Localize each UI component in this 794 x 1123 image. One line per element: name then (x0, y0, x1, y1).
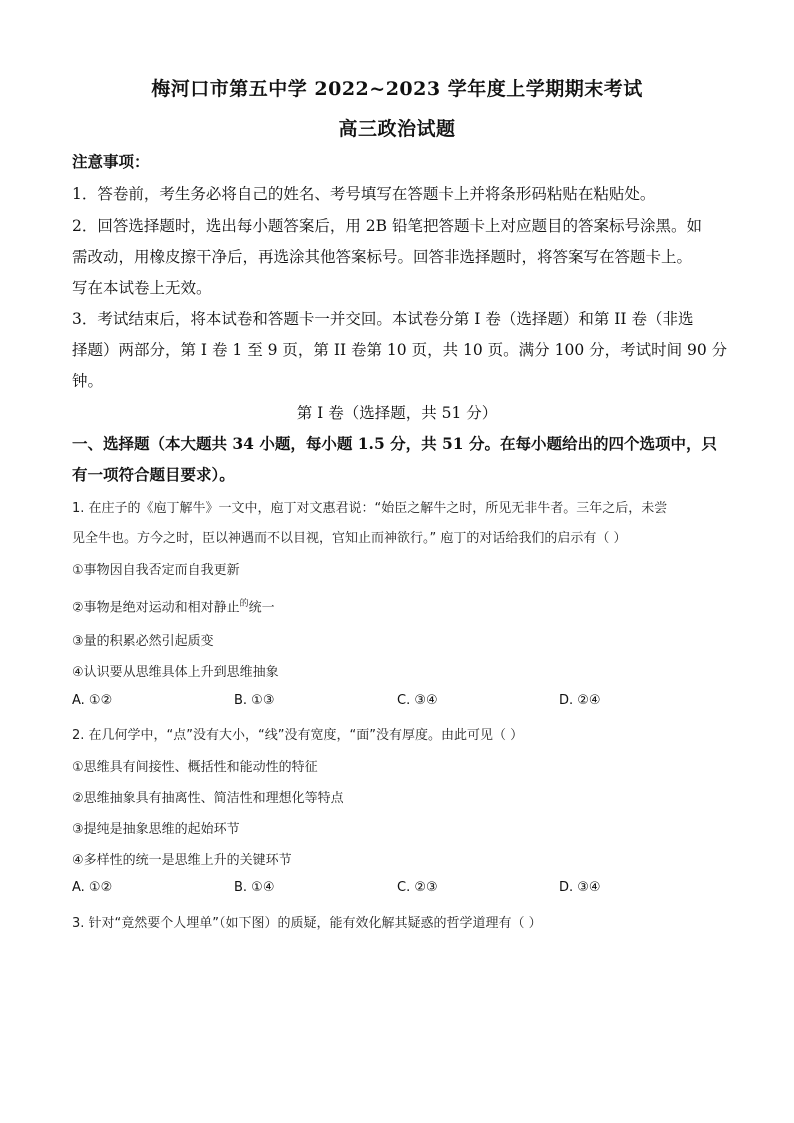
exam-subtitle: 高三政治试题 (338, 118, 456, 140)
question-1-statement-4: ④认识要从思维具体上升到思维抽象 (72, 665, 279, 680)
notice-item-2-line-1: 2．回答选择题时，选出每小题答案后，用 2B 铅笔把答题卡上对应题目的答案标号涂黑。如 (72, 217, 702, 235)
question-2-stem: 2. 在几何学中，“点”没有大小，“线”没有宽度，“面”没有厚度。由此可见（ ） (72, 728, 524, 743)
question-1-option-b: B. ①③ (234, 693, 275, 708)
question-1-option-d: D. ②④ (559, 693, 601, 708)
question-2-option-b: B. ①④ (234, 880, 275, 895)
statement-2-superscript: 的 (239, 599, 249, 609)
section-instruction-line-1: 一、选择题（本大题共 34 小题，每小题 1.5 分，共 51 分。在每小题给出的四个选项中，只 (72, 434, 717, 453)
question-1-statement-2 (72, 596, 275, 615)
notice-item-2-line-2: 需改动，用橡皮擦干净后，再选涂其他答案标号。回答非选择题时，将答案写在答题卡上。 (72, 248, 693, 266)
notice-item-3-line-1: 3．考试结束后，将本试卷和答题卡一并交回。本试卷分第 I 卷（选择题）和第 II 卷（非选 (72, 310, 694, 328)
question-1-stem-line-1: 1. 在庄子的《庖丁解牛》一文中，庖丁对文惠君说：“始臣之解牛之时，所见无非牛者。三年之后，未尝 (72, 501, 668, 516)
question-1-statement-3: ③量的积累必然引起质变 (72, 634, 214, 649)
statement-2-text-end: 统一 (248, 600, 275, 616)
question-2-option-c: C. ②③ (397, 880, 438, 895)
question-1-stem-line-2: 见全牛也。方今之时，臣以神遇而不以目视，官知止而神欲行。” 庖丁的对话给我们的启示有（ ） (72, 531, 627, 546)
question-2-statement-4: ④多样性的统一是思维上升的关键环节 (72, 853, 292, 868)
question-2-statement-1: ①思维具有间接性、概括性和能动性的特征 (72, 760, 318, 775)
notice-item-3-line-3: 钟。 (72, 372, 104, 390)
question-2-statement-3: ③提纯是抽象思维的起始环节 (72, 822, 240, 837)
notice-heading: 注意事项： (72, 152, 150, 171)
question-3-stem: 3. 针对“竟然要个人埋单”（如下图）的质疑，能有效化解其疑惑的哲学道理有（ ） (72, 916, 542, 931)
part-1-heading: 第 I 卷（选择题，共 51 分） (296, 404, 498, 422)
question-1-option-c: C. ③④ (397, 693, 438, 708)
question-1-option-a: A. ①② (72, 693, 113, 708)
statement-2-text: ②事物是绝对运动和相对静止 (72, 600, 240, 616)
section-instruction-line-2: 有一项符合题目要求）。 (72, 465, 235, 484)
question-2-option-d: D. ③④ (559, 880, 601, 895)
question-2-option-a: A. ①② (72, 880, 113, 895)
notice-item-1: 1．答卷前，考生务必将自己的姓名、考号填写在答题卡上并将条形码粘贴在粘贴处。 (72, 185, 656, 203)
notice-item-3-line-2: 择题）两部分，第 I 卷 1 至 9 页，第 II 卷第 10 页，共 10 页。满分 100 分，考试时间 90 分 (72, 341, 728, 359)
question-2-statement-2: ②思维抽象具有抽离性、简洁性和理想化等特点 (72, 791, 344, 806)
question-1-statement-1: ①事物因自我否定而自我更新 (72, 563, 240, 578)
notice-item-2-line-3: 写在本试卷上无效。 (72, 279, 212, 297)
exam-title: 梅河口市第五中学 2022~2023 学年度上学期期末考试 (151, 78, 643, 100)
